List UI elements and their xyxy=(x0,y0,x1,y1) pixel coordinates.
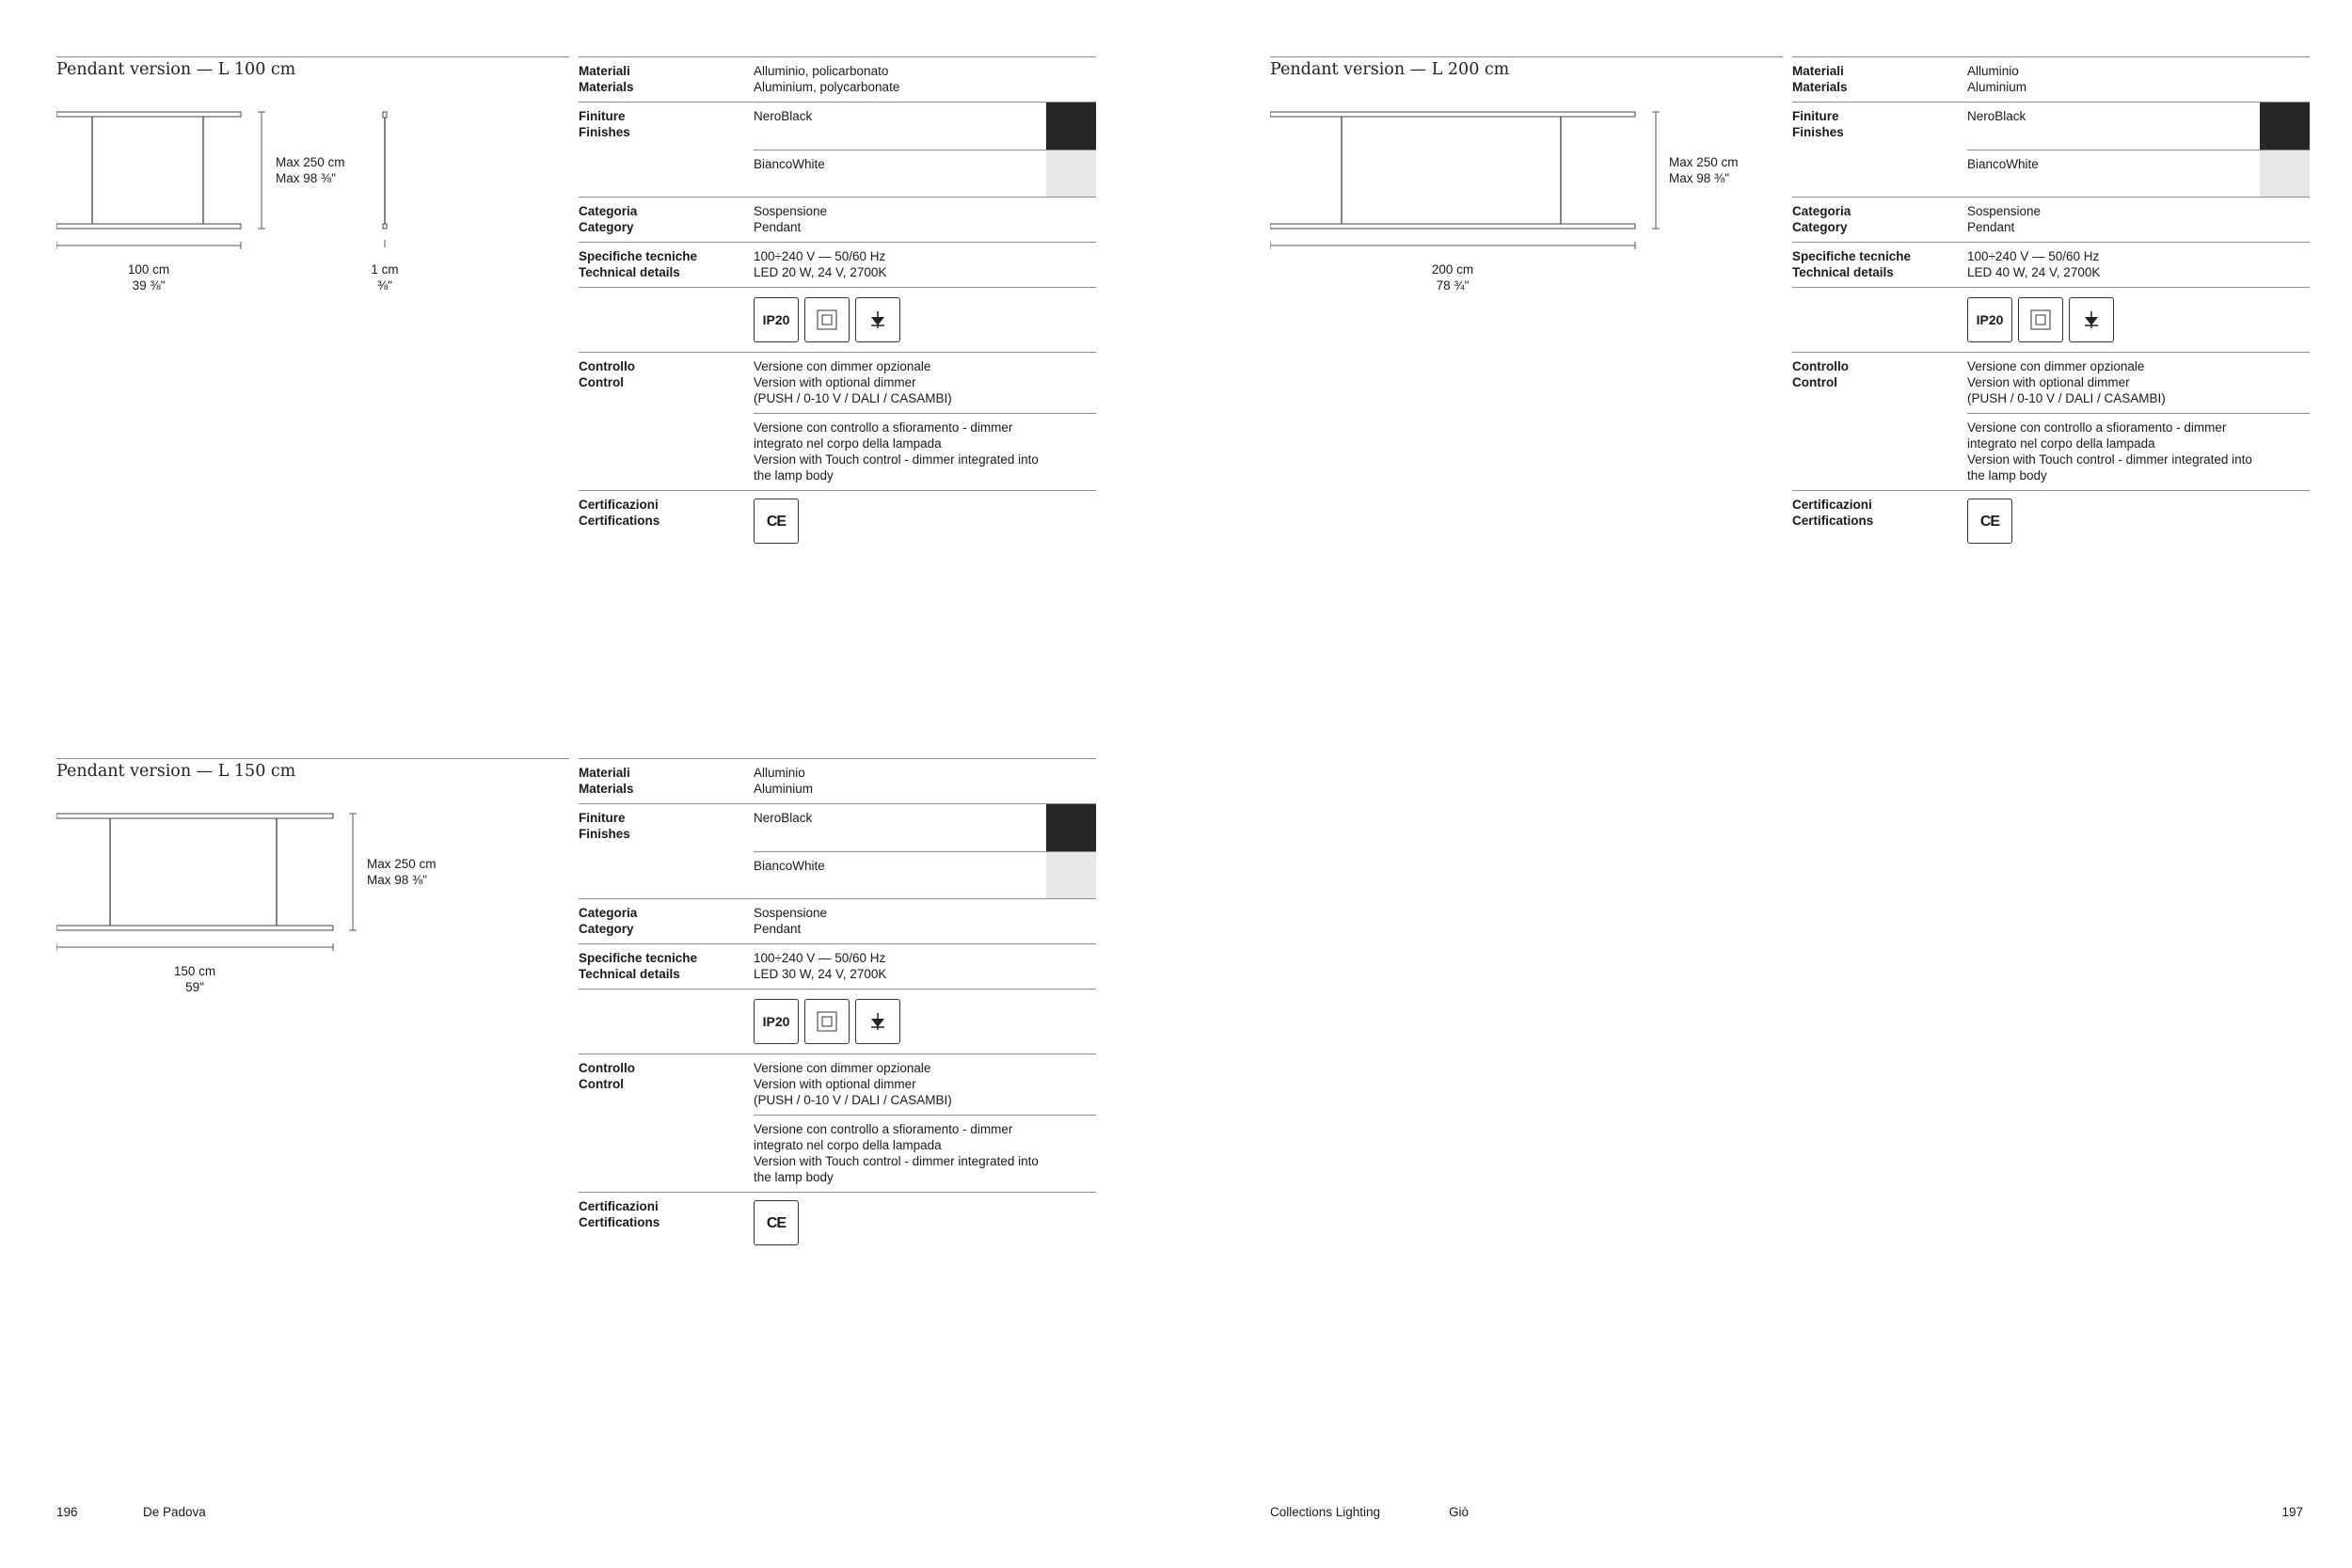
ce-mark-icon: CE xyxy=(754,499,799,544)
spec-table xyxy=(1792,56,2310,550)
width-dimension-label: 150 cm 59" xyxy=(173,964,216,994)
finishes-row: Finiture Finishes NeroBlack BiancoWhite xyxy=(579,102,1096,197)
finishes-row: Finiture Finishes NeroBlack BiancoWhite xyxy=(1792,102,2310,197)
materials-row: Materiali Materials Alluminio, policarbonato Aluminium, polycarbonate xyxy=(579,56,1096,102)
tech-row: Specifiche tecniche Technical details 100÷240 V — 50/60 Hz LED 30 W, 24 V, 2700K xyxy=(579,943,1096,989)
height-dimension-label: Max 250 cm Max 98 ⅜" xyxy=(276,155,345,185)
category-row: Categoria Category Sospensione Pendant xyxy=(579,898,1096,943)
category-row: Categoria Category Sospensione Pendant xyxy=(1792,197,2310,242)
width-dimension-label: 200 cm 78 ¾" xyxy=(1431,262,1474,293)
block-title: Pendant version — L 200 cm xyxy=(1270,56,1783,79)
materials-row: Materiali Materials Alluminio Aluminium xyxy=(579,758,1096,803)
footer-right-product: Giò xyxy=(1449,1505,1470,1519)
class-ii-icon xyxy=(804,297,850,342)
height-dimension-label: Max 250 cm Max 98 ⅜" xyxy=(367,857,437,887)
tech-row: Specifiche tecniche Technical details 100÷240 V — 50/60 Hz LED 40 W, 24 V, 2700K xyxy=(1792,242,2310,287)
footer-left-brand: De Padova xyxy=(143,1505,206,1519)
ce-mark-icon: CE xyxy=(754,1200,799,1245)
footer-right-section: Collections Lighting xyxy=(1270,1505,1381,1519)
icons-row xyxy=(579,287,1096,352)
control-row: Controllo Control Versione con dimmer opzionale Version with optional dimmer (PUSH / 0-10 V / DALI / CASAMBI) Versione con controllo a sfioramento - dimmer integrato nel corpo della lampada Version with Touch control - dimmer integrated into the lamp body xyxy=(1792,352,2310,490)
led-icon xyxy=(855,297,900,342)
materials-row: Materiali Materials Alluminio Aluminium xyxy=(1792,56,2310,102)
ip20-icon: IP20 xyxy=(1967,297,2012,342)
certifications-row: Certificazioni Certifications CE xyxy=(1792,490,2310,550)
finishes-row: Finiture Finishes NeroBlack BiancoWhite xyxy=(579,803,1096,898)
finish-white: BiancoWhite xyxy=(754,851,1096,898)
control-row: Controllo Control Versione con dimmer opzionale Version with optional dimmer (PUSH / 0-10 V / DALI / CASAMBI) Versione con controllo a sfioramento - dimmer integrato nel corpo della lampada Version with Touch control - dimmer integrated into the lamp body xyxy=(579,352,1096,490)
thickness-dimension-label: 1 cm ⅜" xyxy=(371,262,399,293)
spec-table xyxy=(579,758,1096,1252)
spec-block-l200 xyxy=(1270,56,2352,583)
footer-right-page-number: 197 xyxy=(2281,1505,2303,1519)
class-ii-icon xyxy=(2018,297,2063,342)
led-icon xyxy=(855,999,900,1044)
white-swatch xyxy=(1046,150,1096,197)
height-dimension-label: Max 250 cm Max 98 ⅜" xyxy=(1669,155,1739,185)
black-swatch xyxy=(2260,103,2310,150)
black-swatch xyxy=(1046,804,1096,851)
ip20-icon: IP20 xyxy=(754,297,799,342)
white-swatch xyxy=(2260,150,2310,197)
led-icon xyxy=(2069,297,2114,342)
finish-black: NeroBlack xyxy=(1967,103,2310,150)
ip20-icon: IP20 xyxy=(754,999,799,1044)
finish-black: NeroBlack xyxy=(754,804,1096,851)
dimension-drawing xyxy=(56,796,569,984)
width-dimension-label: 100 cm 39 ⅜" xyxy=(127,262,170,293)
icons-row xyxy=(579,989,1096,1053)
certifications-row: Certificazioni Certifications CE xyxy=(579,490,1096,550)
dimension-drawing xyxy=(1270,94,1783,282)
ce-mark-icon: CE xyxy=(1967,499,2012,544)
certifications-row: Certificazioni Certifications CE xyxy=(579,1192,1096,1252)
category-row: Categoria Category Sospensione Pendant xyxy=(579,197,1096,242)
block-title: Pendant version — L 100 cm xyxy=(56,56,569,79)
block-title: Pendant version — L 150 cm xyxy=(56,758,569,781)
class-ii-icon xyxy=(804,999,850,1044)
spec-block-l100 xyxy=(56,56,1176,583)
control-row: Controllo Control Versione con dimmer opzionale Version with optional dimmer (PUSH / 0-10 V / DALI / CASAMBI) Versione con controllo a sfioramento - dimmer integrato nel corpo della lampada Version with Touch control - dimmer integrated into the lamp body xyxy=(579,1053,1096,1192)
spec-table xyxy=(579,56,1096,550)
white-swatch xyxy=(1046,852,1096,898)
black-swatch xyxy=(1046,103,1096,150)
finish-white: BiancoWhite xyxy=(1967,150,2310,197)
dimension-drawing xyxy=(56,94,569,282)
finish-white: BiancoWhite xyxy=(754,150,1096,197)
finish-black: NeroBlack xyxy=(754,103,1096,150)
footer-left-page-number: 196 xyxy=(56,1505,78,1519)
icons-row xyxy=(1792,287,2310,352)
tech-row: Specifiche tecniche Technical details 100÷240 V — 50/60 Hz LED 20 W, 24 V, 2700K xyxy=(579,242,1096,287)
spec-block-l150 xyxy=(56,758,1176,1285)
